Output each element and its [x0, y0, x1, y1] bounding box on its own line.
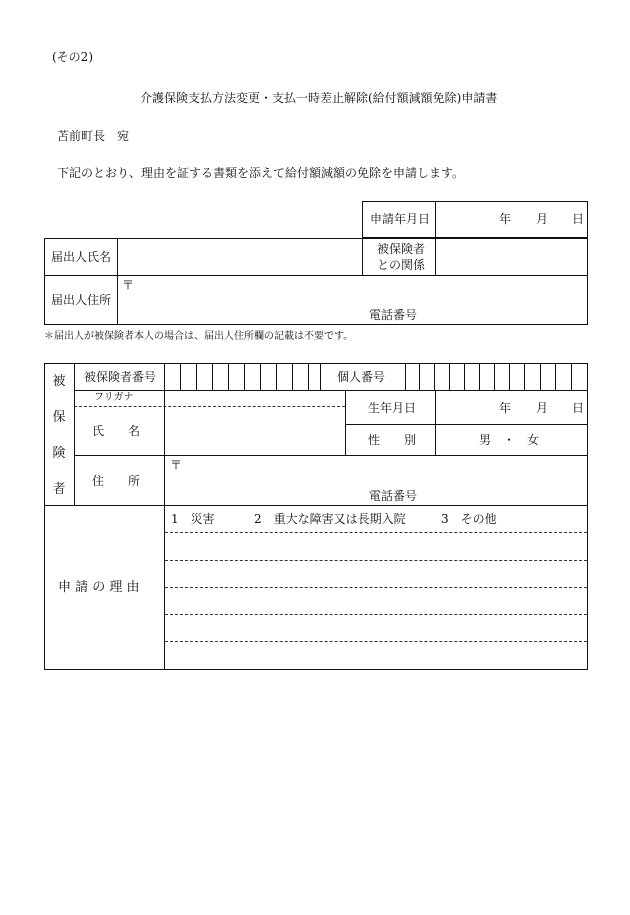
relation-label-line2: との関係	[377, 258, 426, 272]
applicant-address-field[interactable]	[118, 276, 587, 324]
applicant-note: ＊届出人が被保険者本人の場合は、届出人住所欄の記載は不要です。	[44, 331, 354, 342]
personal-number-field[interactable]	[406, 364, 587, 389]
insured-number-label: 被保険者番号	[84, 370, 157, 384]
furigana-field[interactable]	[165, 391, 344, 405]
insured-number-field[interactable]	[165, 364, 319, 389]
form-title: 介護保険支払方法変更・支払一時差止解除(給付額減額免除)申請書	[140, 91, 498, 105]
birth-month-label: 月	[536, 401, 549, 415]
applicant-phone-label: 電話番号	[369, 308, 418, 322]
insured-postal-mark: 〒	[170, 458, 183, 472]
page-note: (その2)	[52, 50, 93, 64]
application-month-label: 月	[536, 212, 549, 226]
insured-address-label: 住 所	[92, 474, 141, 488]
reason-detail-field[interactable]	[165, 533, 587, 669]
reason-option-disaster[interactable]: 1 災害	[171, 512, 215, 526]
insured-name-field[interactable]	[165, 408, 344, 454]
birth-year-label: 年	[499, 401, 512, 415]
insured-side-char-2: 保	[52, 410, 66, 425]
sex-label: 性 別	[368, 433, 417, 447]
birth-date-label: 生年月日	[368, 401, 417, 415]
sex-options[interactable]: 男 ・ 女	[479, 433, 540, 447]
applicant-postal-mark: 〒	[122, 278, 135, 292]
applicant-name-label: 届出人氏名	[51, 250, 112, 264]
insured-phone-label: 電話番号	[369, 489, 418, 503]
addressee: 苫前町長 宛	[57, 129, 130, 143]
insured-side-char-4: 者	[52, 482, 66, 497]
intro-text: 下記のとおり、理由を証する書類を添えて給付額減額の免除を申請します。	[57, 166, 465, 180]
birth-day-label: 日	[572, 401, 585, 415]
application-day-label: 日	[572, 212, 585, 226]
applicant-address-label: 届出人住所	[51, 293, 112, 307]
applicant-name-field[interactable]	[118, 239, 361, 274]
insured-side-char-1: 被	[52, 374, 66, 389]
relation-field[interactable]	[436, 239, 587, 274]
insured-name-label: 氏 名	[92, 424, 141, 438]
insured-side-char-3: 険	[52, 446, 66, 461]
relation-label-line1: 被保険者	[377, 242, 426, 256]
reason-option-illness[interactable]: 2 重大な障害又は長期入院	[254, 512, 406, 526]
furigana-label: フリガナ	[94, 392, 134, 403]
reason-label: 申 請 の 理 由	[58, 580, 140, 595]
personal-number-label: 個人番号	[337, 370, 386, 384]
reason-option-other[interactable]: 3 その他	[441, 512, 497, 526]
application-year-label: 年	[499, 212, 512, 226]
application-date-label: 申請年月日	[370, 212, 431, 226]
